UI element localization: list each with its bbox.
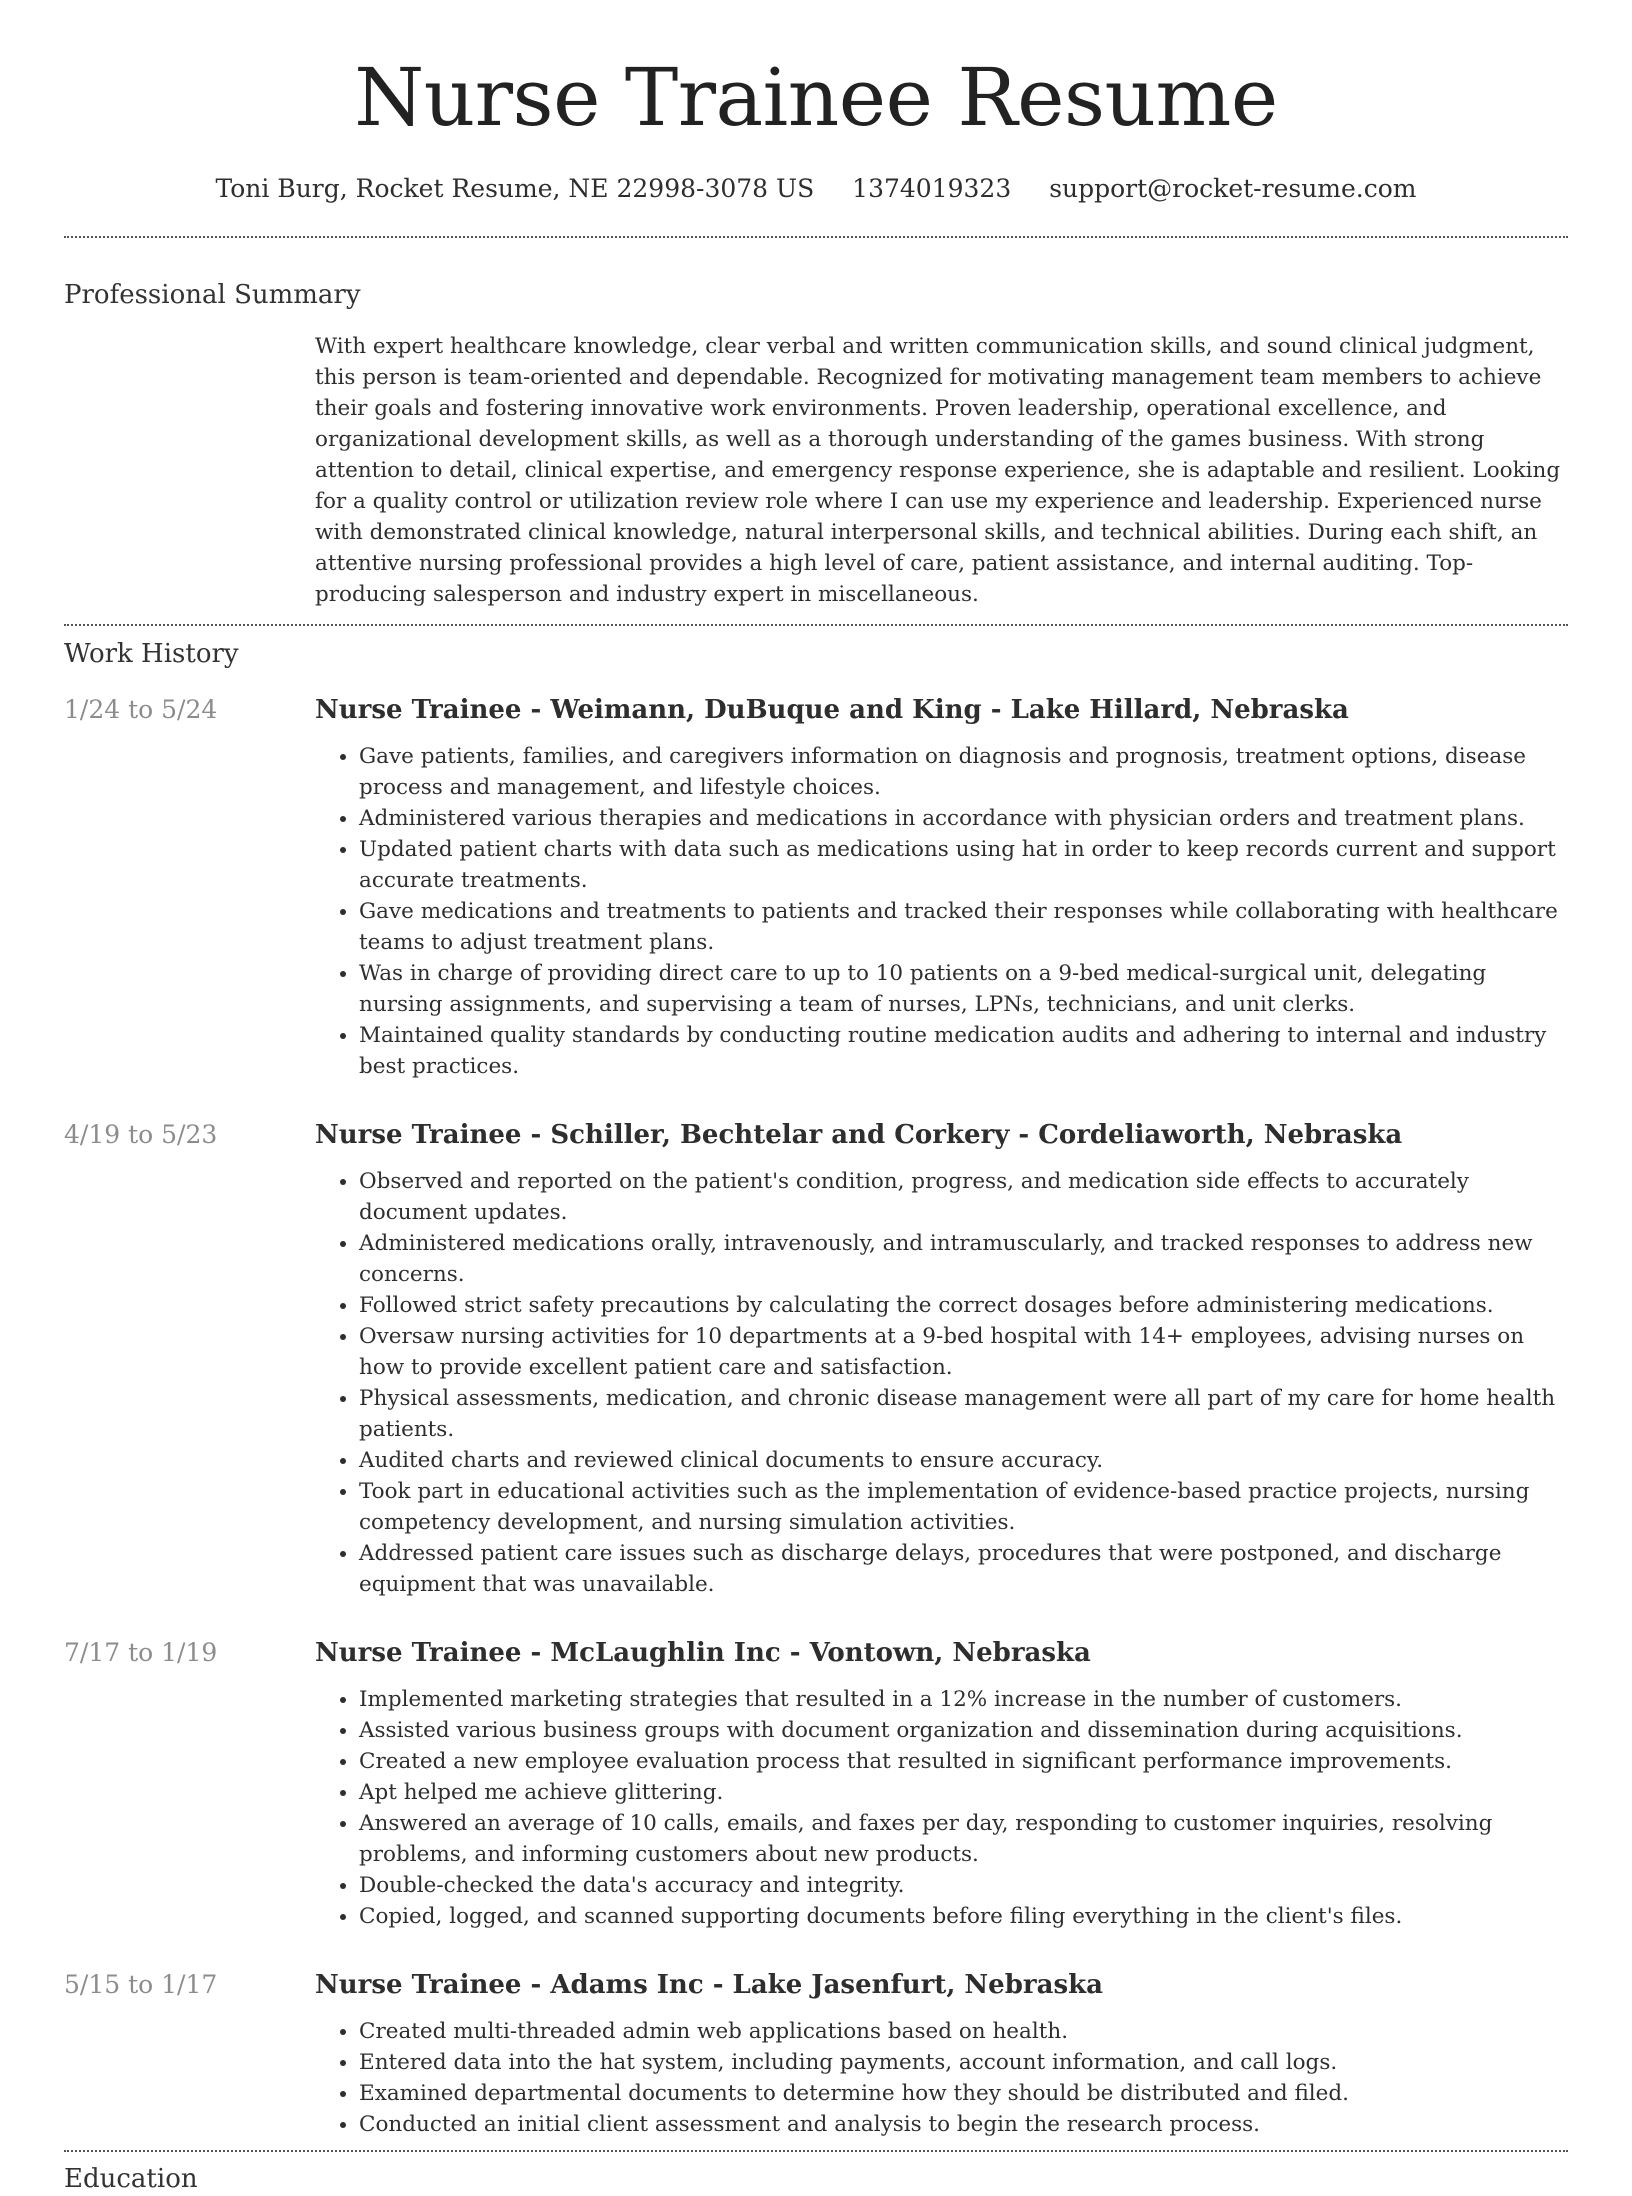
job-title: Nurse Trainee - Adams Inc - Lake Jasenfurt, Nebraska <box>315 1970 1103 2000</box>
job-bullet: • Entered data into the hat system, including payments, account information, and call logs. <box>359 2047 1568 2078</box>
job-bullet-list <box>315 1684 1568 1932</box>
summary-text: With expert healthcare knowledge, clear verbal and written communication skills, and sound clinical judgment, this person is team-oriented and dependable. Recognized for motivating management team members to achieve their goals and fostering innovative work environments. Proven leadership, operational excellence, and organizational development skills, as well as a thorough understanding of the games business. With strong attention to detail, clinical expertise, and emergency response experience, she is adaptable and resilient. Looking for a quality control or utilization review role where I can use my experience and leadership. Experienced nurse with demonstrated clinical knowledge, natural interpersonal skills, and technical abilities. During each shift, an attentive nursing professional provides a high level of care, patient assistance, and internal auditing. Top-producing salesperson and industry expert in miscellaneous. <box>315 334 1561 607</box>
job-bullet: • Gave patients, families, and caregivers information on diagnosis and prognosis, treatment options, disease process and management, and lifestyle choices. <box>359 741 1568 803</box>
section-title-summary: Professional Summary <box>64 280 361 310</box>
job-bullet: • Addressed patient care issues such as discharge delays, procedures that were postponed, and discharge equipment that was unavailable. <box>359 1538 1568 1600</box>
job-bullet: • Apt helped me achieve glittering. <box>359 1777 1568 1808</box>
job-entry <box>64 1968 1568 2140</box>
resume-page <box>64 0 1568 2196</box>
job-title: Nurse Trainee - Schiller, Bechtelar and Corkery - Cordeliaworth, Nebraska <box>315 1120 1403 1150</box>
contact-address: Toni Burg, Rocket Resume, NE 22998-3078 US <box>215 174 815 203</box>
job-bullet: • Implemented marketing strategies that resulted in a 12% increase in the number of customers. <box>359 1684 1568 1715</box>
job-bullet: • Answered an average of 10 calls, emails, and faxes per day, responding to customer inquiries, resolving problems, and informing customers about new products. <box>359 1808 1568 1870</box>
work-history-list <box>64 693 1568 2140</box>
job-details <box>315 1968 1568 2140</box>
resume-title: Nurse Trainee Resume <box>354 51 1278 144</box>
job-bullet: • Examined departmental documents to determine how they should be distributed and filed. <box>359 2078 1568 2109</box>
job-bullet: • Gave medications and treatments to patients and tracked their responses while collaborating with healthcare teams to adjust treatment plans. <box>359 896 1568 958</box>
job-bullet: • Followed strict safety precautions by calculating the correct dosages before administering medications. <box>359 1290 1568 1321</box>
job-details <box>315 1636 1568 1932</box>
job-bullet: • Double-checked the data's accuracy and integrity. <box>359 1870 1568 1901</box>
job-bullet-list <box>315 2016 1568 2140</box>
job-bullet: • Assisted various business groups with document organization and dissemination during acquisitions. <box>359 1715 1568 1746</box>
section-title-education: Education <box>64 2164 198 2194</box>
section-divider <box>64 2150 1568 2152</box>
job-bullet: • Physical assessments, medication, and chronic disease management were all part of my care for home health patients. <box>359 1383 1568 1445</box>
job-bullet: • Was in charge of providing direct care to up to 10 patients on a 9-bed medical-surgical unit, delegating nursing assignments, and supervising a team of nurses, LPNs, technicians, and unit clerks. <box>359 958 1568 1020</box>
job-entry <box>64 693 1568 1082</box>
job-bullet: • Administered various therapies and medications in accordance with physician orders and treatment plans. <box>359 803 1568 834</box>
job-title: Nurse Trainee - Weimann, DuBuque and King - Lake Hillard, Nebraska <box>315 695 1349 725</box>
contact-email: support@rocket-resume.com <box>1049 174 1417 203</box>
job-bullet: • Took part in educational activities such as the implementation of evidence-based practice projects, nursing competency development, and nursing simulation activities. <box>359 1476 1568 1538</box>
job-bullet: • Administered medications orally, intravenously, and intramuscularly, and tracked responses to address new concerns. <box>359 1228 1568 1290</box>
job-entry <box>64 1118 1568 1600</box>
job-dates: 4/19 to 5/23 <box>64 1120 218 1149</box>
job-bullet: • Created multi-threaded admin web applications based on health. <box>359 2016 1568 2047</box>
job-dates: 1/24 to 5/24 <box>64 695 218 724</box>
section-divider <box>64 236 1568 238</box>
contact-phone: 1374019323 <box>852 174 1012 203</box>
job-bullet-list <box>315 1166 1568 1600</box>
job-title: Nurse Trainee - McLaughlin Inc - Vontown, Nebraska <box>315 1638 1091 1668</box>
section-divider <box>64 624 1568 626</box>
job-details <box>315 1118 1568 1600</box>
job-bullet: • Oversaw nursing activities for 10 departments at a 9-bed hospital with 14+ employees, advising nurses on how to provide excellent patient care and satisfaction. <box>359 1321 1568 1383</box>
job-details <box>315 693 1568 1082</box>
section-title-work-history: Work History <box>64 639 239 669</box>
job-bullet: • Copied, logged, and scanned supporting documents before filing everything in the client's files. <box>359 1901 1568 1932</box>
job-dates: 7/17 to 1/19 <box>64 1638 218 1667</box>
job-bullet: • Updated patient charts with data such as medications using hat in order to keep records current and support accurate treatments. <box>359 834 1568 896</box>
job-bullet: • Conducted an initial client assessment and analysis to begin the research process. <box>359 2109 1568 2140</box>
job-bullet: • Observed and reported on the patient's condition, progress, and medication side effects to accurately document updates. <box>359 1166 1568 1228</box>
contact-line <box>64 172 1568 206</box>
job-entry <box>64 1636 1568 1932</box>
job-bullet: • Audited charts and reviewed clinical documents to ensure accuracy. <box>359 1445 1568 1476</box>
job-bullet: • Maintained quality standards by conducting routine medication audits and adhering to internal and industry best practices. <box>359 1020 1568 1082</box>
job-dates: 5/15 to 1/17 <box>64 1970 218 1999</box>
job-bullet: • Created a new employee evaluation process that resulted in significant performance improvements. <box>359 1746 1568 1777</box>
job-bullet-list <box>315 741 1568 1082</box>
